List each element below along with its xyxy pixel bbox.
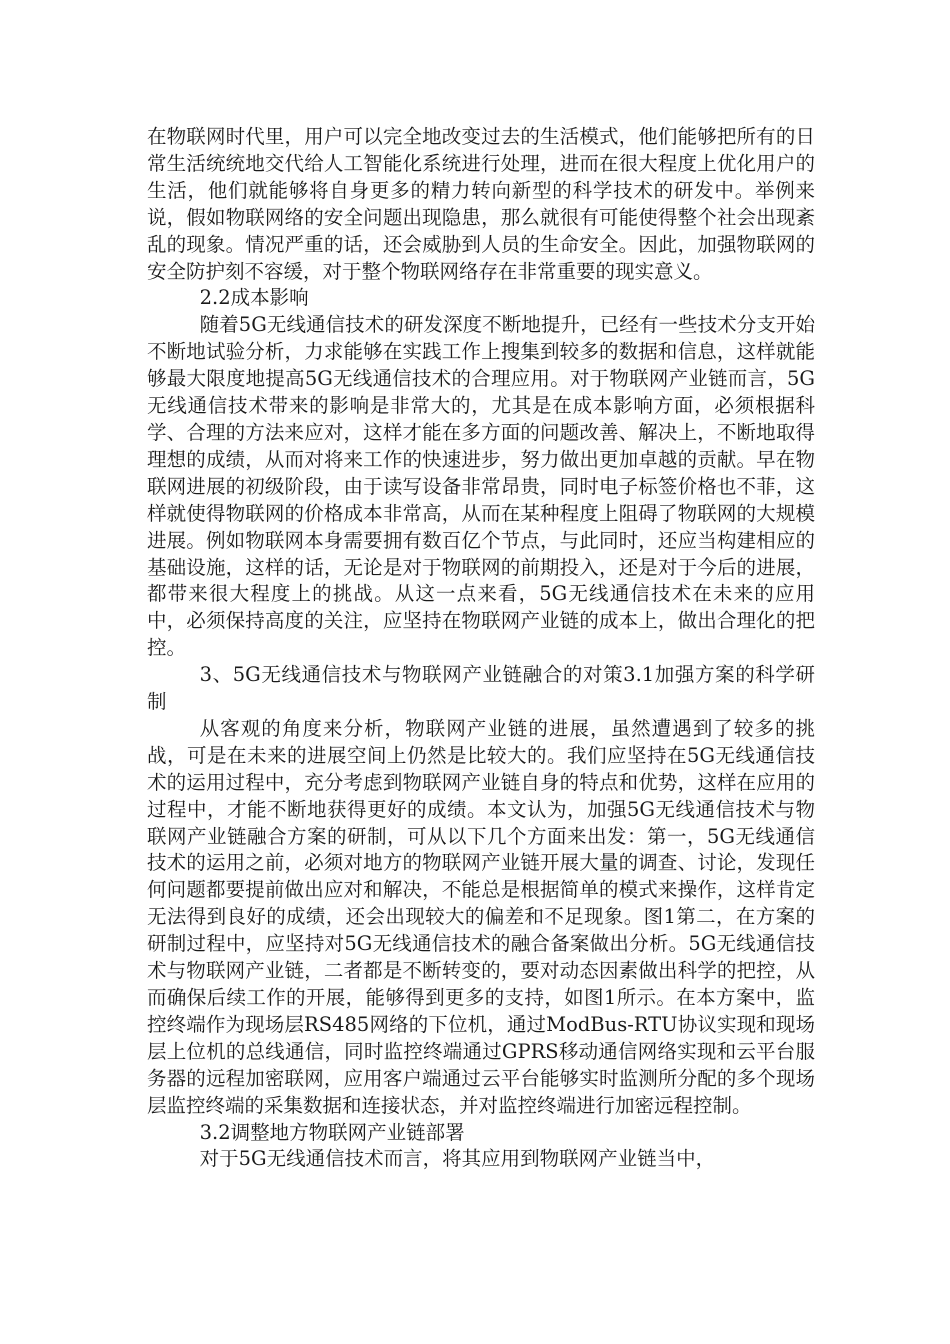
- paragraph-iot-security: 在物联网时代里，用户可以完全地改变过去的生活模式，他们能够把所有的日常生活统统地交代给人工智能化系统进行处理，进而在很大程度上优化用户的生活，他们就能够将自身更多的精力转向新型的科学技术的研发中。举例来说，假如物联网络的安全问题出现隐患，那么就很有可能使得整个社会出现紊乱的现象。情况严重的话，还会威胁到人员的生命安全。因此，加强物联网的安全防护刻不容缓，对于整个物联网络存在非常重要的现实意义。: [147, 125, 815, 283]
- heading-cost-impact: 2.2成本影响: [199, 286, 309, 310]
- paragraph-cost-impact: 随着5G无线通信技术的研发深度不断地提升，已经有一些技术分支开始不断地试验分析，力求能够在实践工作上搜集到较多的数据和信息，这样就能够最大限度地提高5G无线通信技术的合理应用。对于物联网产业链而言，5G无线通信技术带来的影响是非常大的，尤其是在成本影响方面，必须根据科学、合理的方法来应对，这样才能在多方面的问题改善、解决上，不断地取得理想的成绩，从而对将来工作的快速进步，努力做出更加卓越的贡献。早在物联网进展的初级阶段，由于读写设备非常昂贵，同时电子标签价格也不菲，这样就使得物联网的价格成本非常高，从而在某种程度上阻碍了物联网的大规模进展。例如物联网本身需要拥有数百亿个节点，与此同时，还应当构建相应的基础设施，这样的话，无论是对于物联网的前期投入，还是对于今后的进展，都带来很大程度上的挑战。从这一点来看，5G无线通信技术在未来的应用中，必须保持高度的关注，应坚持在物联网产业链的成本上，做出合理化的把控。: [147, 313, 815, 660]
- heading-adjust-deployment: 3.2调整地方物联网产业链部署: [199, 1120, 465, 1144]
- heading-fusion-strategy: 3、5G无线通信技术与物联网产业链融合的对策3.1加强方案的科学研制: [147, 663, 815, 714]
- paragraph-fusion-strategy: 从客观的角度来分析，物联网产业链的进展，虽然遭遇到了较多的挑战，可是在未来的进展空间上仍然是比较大的。我们应坚持在5G无线通信技术的运用过程中，充分考虑到物联网产业链自身的特点和优势，这样在应用的过程中，才能不断地获得更好的成绩。本文认为，加强5G无线通信技术与物联网产业链融合方案的研制，可从以下几个方面来出发：第一，5G无线通信技术的运用之前，必须对地方的物联网产业链开展大量的调查、讨论，发现任何问题都要提前做出应对和解决，不能总是根据简单的模式来操作，这样肯定无法得到良好的成绩，还会出现较大的偏差和不足现象。图1第二，在方案的研制过程中，应坚持对5G无线通信技术的融合备案做出分析。5G无线通信技术与物联网产业链，二者都是不断转变的，要对动态因素做出科学的把控，从而确保后续工作的开展，能够得到更多的支持，如图1所示。在本方案中，监控终端作为现场层RS485网络的下位机，通过ModBus-RTU协议实现和现场层上位机的总线通信，同时监控终端通过GPRS移动通信网络实现和云平台服务器的远程加密联网，应用客户端通过云平台能够实时监测所分配的多个现场层监控终端的采集数据和连接状态，并对监控终端进行加密远程控制。: [147, 716, 815, 1117]
- paragraph-adjust-deployment: 对于5G无线通信技术而言，将其应用到物联网产业链当中，: [199, 1147, 716, 1171]
- document-page: [147, 124, 815, 1173]
